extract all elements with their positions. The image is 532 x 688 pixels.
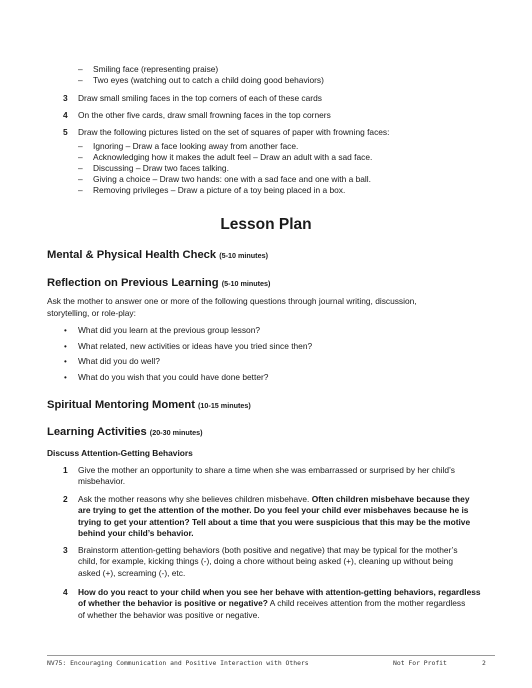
section-time: (5-10 minutes) xyxy=(221,279,271,288)
list-item: On the other five cards, draw small frowning faces in the top corners xyxy=(78,110,331,120)
section-heading-reflection xyxy=(47,276,270,291)
page-number: 2 xyxy=(482,659,486,667)
subheading: Discuss Attention-Getting Behaviors xyxy=(47,448,193,458)
list-number: 4 xyxy=(63,110,68,120)
list-item: What did you do well? xyxy=(78,356,160,366)
page-title: Lesson Plan xyxy=(220,216,312,233)
list-item: Two eyes (watching out to catch a child doing good behaviors) xyxy=(93,75,324,85)
list-item-bold: of whether the behavior is positive or negative? xyxy=(78,598,268,609)
bullet-marker: • xyxy=(64,326,67,335)
dash-marker: – xyxy=(78,141,83,151)
list-item xyxy=(78,465,498,488)
list-number: 5 xyxy=(63,127,68,137)
list-item: Draw the following pictures listed on the set of squares of paper with frowning faces: xyxy=(78,127,390,137)
paragraph-line: storytelling, or role-play: xyxy=(47,307,136,318)
list-item: Removing privileges – Draw a picture of a toy being placed in a box. xyxy=(93,185,346,195)
list-item xyxy=(78,587,498,621)
list-item-bold: behind your child’s behavior. xyxy=(78,528,194,539)
section-title: Reflection on Previous Learning xyxy=(47,277,219,289)
dash-marker: – xyxy=(78,163,83,173)
list-item: What do you wish that you could have done better? xyxy=(78,372,269,382)
dash-marker: – xyxy=(78,185,83,195)
list-item: Draw small smiling faces in the top corners of each of these cards xyxy=(78,93,322,103)
section-time: (10-15 minutes) xyxy=(198,401,251,410)
section-time: (5-10 minutes) xyxy=(219,251,268,260)
section-heading-health-check xyxy=(47,248,268,263)
section-title: Learning Activities xyxy=(47,426,147,438)
list-item: Discussing – Draw two faces talking. xyxy=(93,163,229,173)
footer-title: NV75: Encouraging Communication and Positive Interaction with Others xyxy=(47,659,309,667)
list-item-bold: How do you react to your child when you see her behave with attention-getting behaviors, regardless xyxy=(78,587,481,597)
paragraph xyxy=(47,296,487,319)
list-item-line: of whether the behavior was positive or negative. xyxy=(78,609,260,620)
list-item: Giving a choice – Draw two hands: one with a sad face and one with a ball. xyxy=(93,174,371,184)
list-item xyxy=(78,494,498,540)
paragraph-line: Ask the mother to answer one or more of the following questions through journal writing, discussion, xyxy=(47,296,417,306)
list-number: 3 xyxy=(63,93,68,103)
list-number: 1 xyxy=(63,465,68,475)
dash-marker: – xyxy=(78,152,83,162)
list-item-line: child, for example, kicking things (-), doing a chore without being asked (+), cleaning up without being xyxy=(78,556,453,567)
list-item-line: Brainstorm attention-getting behaviors (both positive and negative) that may be typical for the mother’s xyxy=(78,545,458,555)
list-item-text: A child receives attention from the mother regardless xyxy=(267,598,466,609)
bullet-marker: • xyxy=(64,373,67,382)
list-item-text: Ask the mother reasons why she believes children misbehave. xyxy=(78,494,312,504)
dash-marker: – xyxy=(78,174,83,184)
list-item-line: asked (+), screaming (-), etc. xyxy=(78,567,186,578)
list-number: 4 xyxy=(63,587,68,597)
list-item-line: Give the mother an opportunity to share a time when she was embarrassed or surprised by her child’s xyxy=(78,465,455,475)
list-number: 3 xyxy=(63,545,68,555)
section-title: Mental & Physical Health Check xyxy=(47,249,217,261)
dash-marker: – xyxy=(78,64,83,74)
section-heading-spiritual xyxy=(47,398,251,413)
list-item-bold: trying to get your attention? Tell about a time that you were suspicious that this may be the motive xyxy=(78,516,471,527)
section-title: Spiritual Mentoring Moment xyxy=(47,399,195,411)
footer-notice: Not For Profit xyxy=(393,659,447,667)
bullet-marker: • xyxy=(64,357,67,366)
list-item: What did you learn at the previous group lesson? xyxy=(78,325,261,335)
dash-marker: – xyxy=(78,75,83,85)
list-item: Acknowledging how it makes the adult feel – Draw an adult with a sad face. xyxy=(93,152,373,162)
list-number: 2 xyxy=(63,494,68,504)
list-item: What related, new activities or ideas have you tried since then? xyxy=(78,341,313,351)
list-item xyxy=(78,545,498,579)
list-item-line: misbehavior. xyxy=(78,476,126,487)
list-item: Smiling face (representing praise) xyxy=(93,64,219,74)
bullet-marker: • xyxy=(64,342,67,351)
footer-divider xyxy=(47,655,495,656)
list-item: Ignoring – Draw a face looking away from another face. xyxy=(93,141,299,151)
section-time: (20-30 minutes) xyxy=(149,428,203,437)
section-heading-activities xyxy=(47,425,203,440)
list-item-bold: Often children misbehave because they xyxy=(311,494,470,504)
list-item-bold: are trying to get the attention of the mother. Do you feel your child ever misbehaves because he is xyxy=(78,505,469,516)
